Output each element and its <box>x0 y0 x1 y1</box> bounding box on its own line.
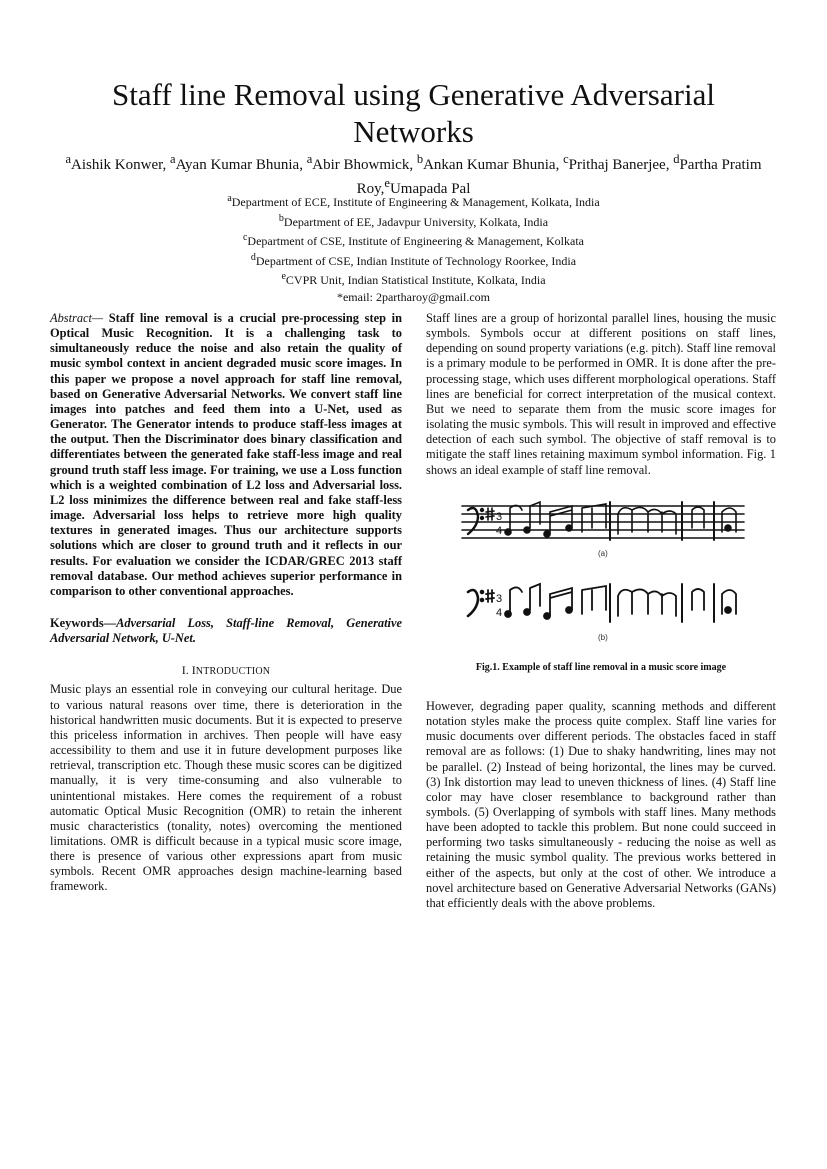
intro-paragraph: Music plays an essential role in conveying our cultural heritage. Due to various natural reasons over time, there is deterioration in the historical handwritten music documents. But it is expected to preserve this priceless information in archives. Then people will have easy accessibility to them and use it in future development purposes like retrieval, transcription etc. Though these music scores can be digitized manually, it is very time-consuming and also vulnerable to unintentional mistakes. Here comes the requirement of a robust automatic Optical Music Recognition (OMR) to retain the inherent music characteristics (tonality, notes) overcoming the mentioned limitations. OMR is difficult because in a typical music score image, there is presence of various other expressions apart from music symbols. Recent OMR approaches design machine-learning based framework. <box>50 682 402 894</box>
author: $^a$Abir Bhowmick <box>306 152 410 173</box>
author: $^b$Ankan Kumar Bhunia <box>416 152 556 173</box>
body-paragraph: However, degrading paper quality, scanning methods and different notation styles make the process quite complex. Staff line varies for music documents over different periods. The obstacles faced in staff removal are as follows: (1) Due to shaky handwriting, lines may not be parallel. (2) Instead of being horizontal, the lines may be curved. (3) Ink distortion may lead to uneven thickness of lines. (4) Staff line color may have closer resemblance to background rather than symbols. (5) Overlapping of symbols with staff lines. Many methods have been adopted to tackle this problem. But none could succeed in performing two tasks simultaneously - reducing the noise as well as retaining the music symbol quality. The previous works bettered in either of the aspects, but only at the cost of other. We introduce a novel architecture based on Generative Adversarial Networks (GANs) that efficiently deals with the above problems. <box>426 698 776 910</box>
affiliation: $^b$Department of EE, Jadavpur University, Kolkata, India <box>278 212 549 229</box>
figure-1 <box>426 488 776 646</box>
author: $^d$Partha Pratim Roy <box>356 152 762 197</box>
affiliation: $^e$CVPR Unit, Indian Statistical Institute, Kolkata, India <box>281 271 546 287</box>
right-column <box>426 311 776 911</box>
section-heading: I. INTRODUCTION <box>181 663 271 678</box>
svg-text:3: 3 <box>496 592 503 605</box>
author: $^a$Ayan Kumar Bhunia <box>170 152 300 173</box>
score-without-staff-lines <box>468 584 736 622</box>
affiliation: $^a$Department of ECE, Institute of Engineering & Management, Kolkata, India <box>227 193 600 209</box>
author: $^c$Prithaj Banerjee <box>563 152 666 173</box>
author: $^a$Aishik Konwer <box>65 152 163 173</box>
abstract: Abstract— Staff line removal is a crucial pre-processing step in Optical Music Recognition. It is a challenging task to simultaneously reduce the noise and also retain the quality of music symbol context in ancient degraded music score images. In this paper we propose a novel approach for staff line removal, based on Generative Adversarial Networks. We convert staff line images into patches and feed them into a U-Net, used as Generator. The Generator intends to produce staff-less images at the output. Then the Discriminator does binary classification and differentiates between the generated fake staff-less image and real ground truth staff less image. For training, we use a Loss function which is a weighted combination of L2 loss and Adversarial loss. L2 loss minimizes the difference between real and fake staff-less image. Adversarial loss helps to retrieve more high quality textures in generated images. Thus our architecture supports solutions which are closer to ground truth and it reflects in our results. For evaluation we consider the ICDAR/GREC 2013 staff removal database. Our method achieves superior performance in comparison to other conventional approaches. <box>50 311 403 598</box>
figure-label-a: (a) <box>598 548 608 558</box>
author-list: $^a$Aishik Konwer, $^a$Ayan Kumar Bhunia, $^a$Abir Bhowmick, $^b$Ankan Kumar Bhunia, $^c$Prithaj Banerjee, $^d$Partha Pratim Roy,$^e$Umapada Pal <box>65 152 762 197</box>
paper-title: Staff line Removal using Generative Adversarial Networks <box>112 77 715 149</box>
affiliation-list <box>100 191 727 305</box>
affiliation: $^c$Department of CSE, Institute of Engineering & Management, Kolkata <box>242 232 585 248</box>
body-paragraph: Staff lines are a group of horizontal parallel lines, housing the music symbols. Symbols occur at different positions on staff lines, depending on sound property variations (e.g. pitch). Staff line removal is a primary module to be performed in OMR. It is done after the pre-processing stage, which uses different morphological operations. Staff lines are beneficial for correct interpretation of the musical context. But we need to separate them from the music score images for isolating the music symbols. This will result in improved and effective detection of each such symbol. The objective of staff removal is to mitigate the staff lines retaining maximum symbol information. Fig. 1 shows an ideal example of staff line removal. <box>426 311 776 477</box>
svg-text:3: 3 <box>496 510 503 523</box>
score-with-staff-lines <box>462 502 744 540</box>
figure-label-b: (b) <box>598 632 608 642</box>
left-column <box>50 311 402 895</box>
svg-text:4: 4 <box>496 524 503 537</box>
figure-caption: Fig.1. Example of staff line removal in a music score image <box>475 661 727 673</box>
author: $^e$Umapada Pal <box>384 176 471 197</box>
email: *email: 2partharoy@gmail.com <box>336 289 490 304</box>
affiliation: $^d$Department of CSE, Indian Institute of Technology Roorkee, India <box>250 251 577 268</box>
svg-text:4: 4 <box>496 606 503 619</box>
music-score-figure <box>426 488 776 646</box>
keywords: Keywords—Adversarial Loss, Staff-line Removal, Generative Adversarial Network, U-Net. <box>50 615 402 646</box>
